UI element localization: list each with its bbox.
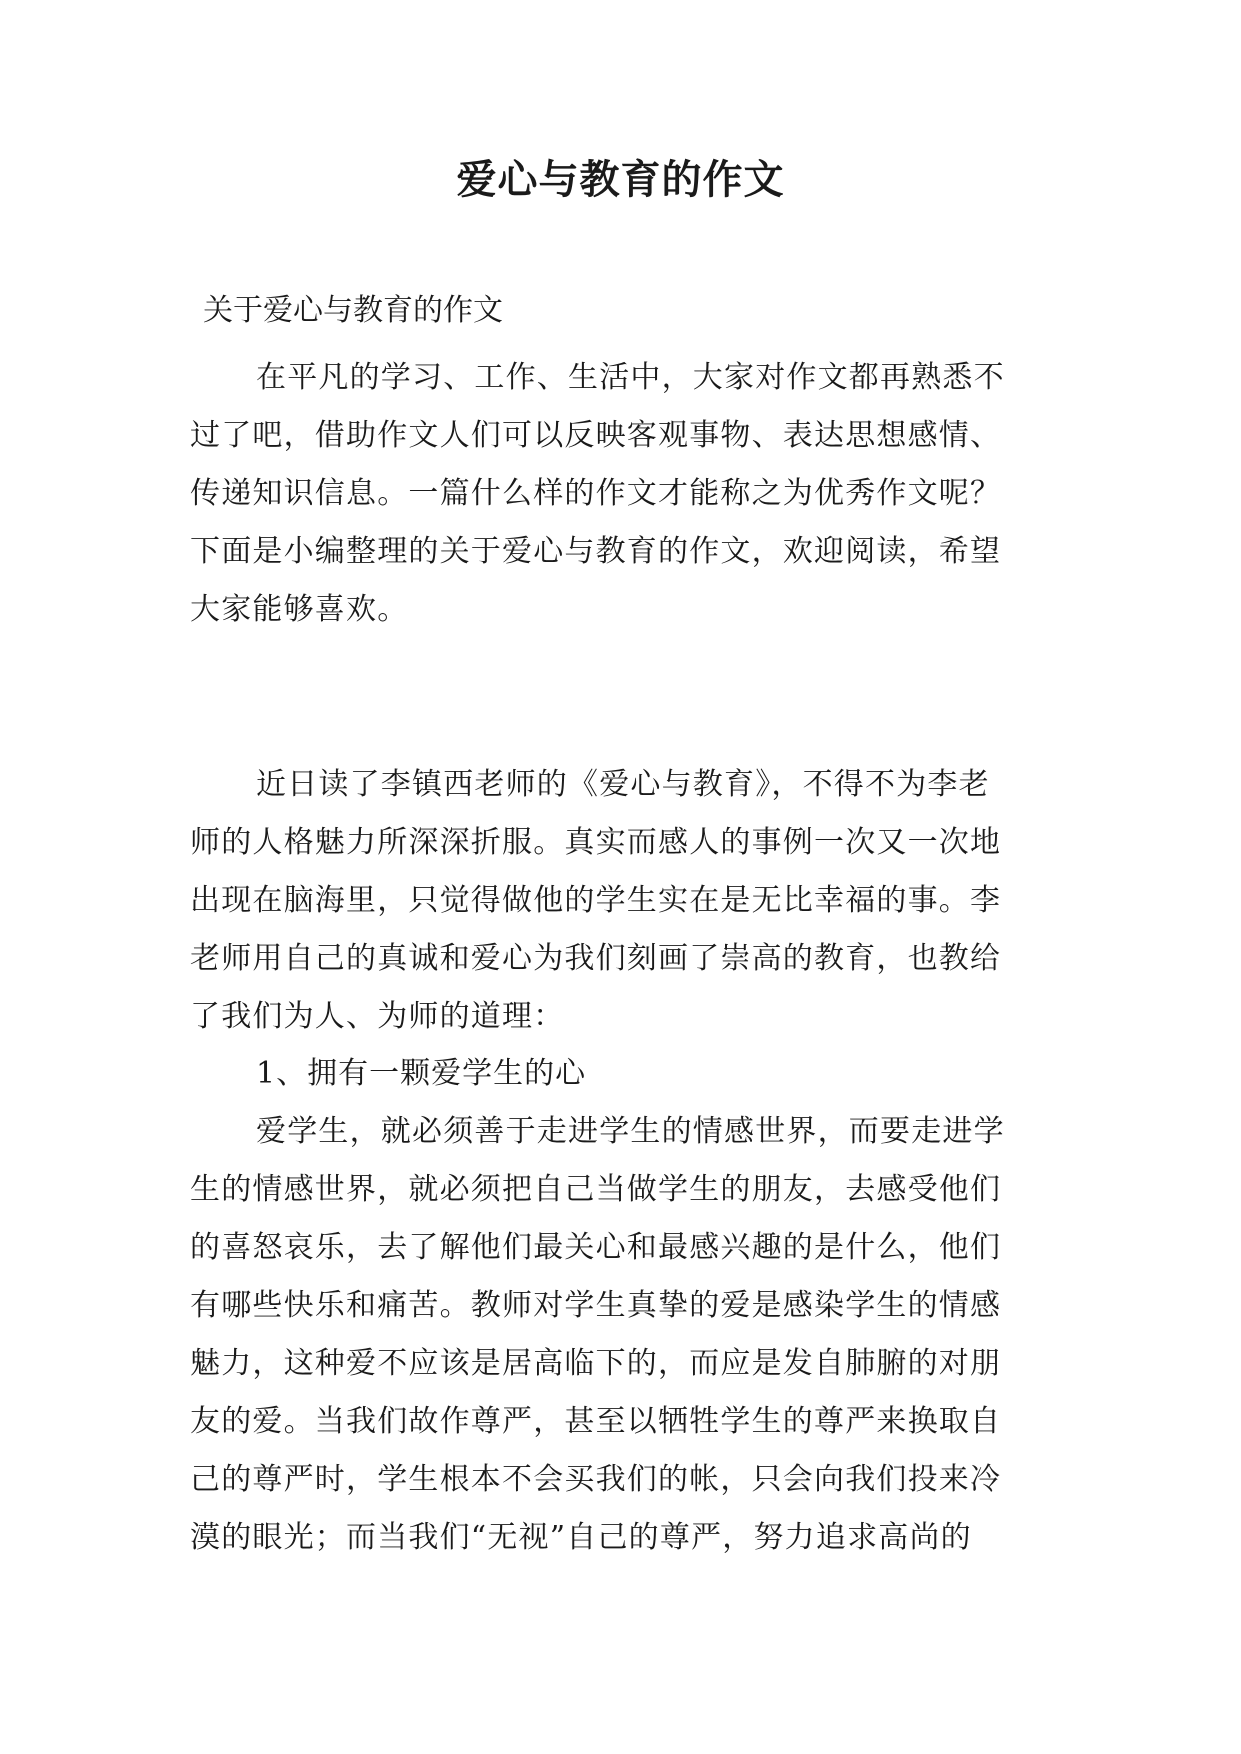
paragraph-line: 下面是小编整理的关于爱心与教育的作文，欢迎阅读，希望 <box>190 534 1002 569</box>
section-heading: 1、拥有一颗爱学生的心 <box>256 1056 587 1091</box>
paragraph-line: 友的爱。当我们故作尊严，甚至以牺牲学生的尊严来换取自 <box>190 1404 1002 1439</box>
paragraph-line: 近日读了李镇西老师的《爱心与教育》，不得不为李老 <box>256 767 990 802</box>
paragraph-line: 大家能够喜欢。 <box>190 592 409 627</box>
paragraph-line: 魅力，这种爱不应该是居高临下的，而应是发自肺腑的对朋 <box>190 1346 1002 1381</box>
paragraph-line: 过了吧，借助作文人们可以反映客观事物、表达思想感情、 <box>190 418 1002 453</box>
paragraph-line: 漠的眼光；而当我们“无视”自己的尊严，努力追求高尚的 <box>190 1520 972 1555</box>
paragraph-line: 出现在脑海里，只觉得做他的学生实在是无比幸福的事。李 <box>190 883 1002 918</box>
paragraph-line: 在平凡的学习、工作、生活中，大家对作文都再熟悉不 <box>256 360 1005 395</box>
paragraph-line: 生的情感世界，就必须把自己当做学生的朋友，去感受他们 <box>190 1172 1002 1207</box>
paragraph-line: 师的人格魅力所深深折服。真实而感人的事例一次又一次地 <box>190 825 1002 860</box>
paragraph-line: 己的尊严时，学生根本不会买我们的帐，只会向我们投来冷 <box>190 1462 1002 1497</box>
paragraph-line: 老师用自己的真诚和爱心为我们刻画了崇高的教育，也教给 <box>190 941 1002 976</box>
intro-paragraph <box>190 349 1052 639</box>
paragraph-line: 爱学生，就必须善于走进学生的情感世界，而要走进学 <box>256 1114 1005 1149</box>
body-paragraph-2 <box>190 1103 1052 1567</box>
body-paragraph-1 <box>190 756 1052 1046</box>
paragraph-line: 的喜怒哀乐，去了解他们最关心和最感兴趣的是什么，他们 <box>190 1230 1002 1265</box>
document-subtitle: 关于爱心与教育的作文 <box>203 293 503 328</box>
document-title: 爱心与教育的作文 <box>456 156 785 203</box>
paragraph-line: 有哪些快乐和痛苦。教师对学生真挚的爱是感染学生的情感 <box>190 1288 1002 1323</box>
paragraph-line: 了我们为人、为师的道理： <box>190 999 565 1034</box>
paragraph-line: 传递知识信息。一篇什么样的作文才能称之为优秀作文呢？ <box>190 476 1002 511</box>
